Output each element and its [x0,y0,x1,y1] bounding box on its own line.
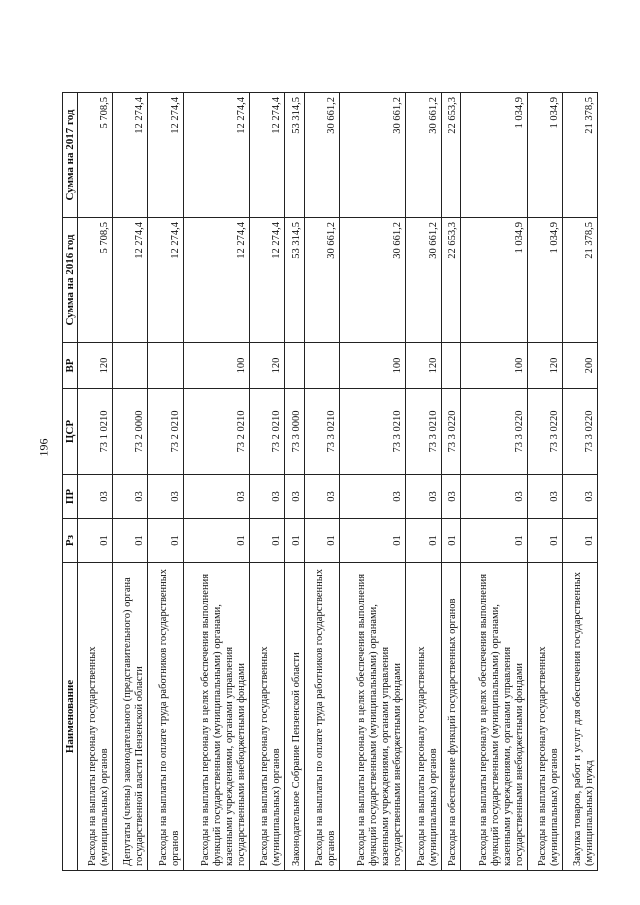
cell-rz: 01 [406,519,441,563]
table-body [78,93,598,871]
cell-csr: 73 2 0210 [148,389,183,475]
cell-csr: 73 2 0000 [113,389,148,475]
cell-name: Расходы на выплаты по оплате труда работников государственных органов [148,563,183,871]
cell-sum-2017: 5 708,5 [78,93,113,218]
cell-sum-2017: 30 661,2 [304,93,339,218]
cell-csr: 73 3 0000 [285,389,305,475]
cell-sum-2017: 21 378,5 [562,93,597,218]
cell-rz: 01 [250,519,285,563]
cell-csr: 73 3 0220 [441,389,461,475]
cell-csr: 73 3 0220 [562,389,597,475]
cell-vr: 120 [527,343,562,389]
cell-name: Расходы на выплаты персоналу в целях обеспечения выполнения функций государственными (муниципальными) органами, казенными учреждениями, органами управления государственными внебюджетными фондами [461,563,527,871]
cell-sum-2016: 1 034,9 [527,218,562,343]
cell-sum-2017: 12 274,4 [148,93,183,218]
cell-vr: 100 [339,343,405,389]
header-name: Наименование [63,563,78,871]
cell-rz: 01 [339,519,405,563]
table-row [285,93,305,871]
cell-pr: 03 [250,475,285,519]
cell-sum-2016: 5 708,5 [78,218,113,343]
cell-sum-2016: 12 274,4 [113,218,148,343]
cell-name: Расходы на выплаты персоналу в целях обеспечения выполнения функций государственными (муниципальными) органами, казенными учреждениями, органами управления государственными внебюджетными фондами [183,563,249,871]
budget-table [62,92,598,871]
cell-pr: 03 [304,475,339,519]
cell-sum-2017: 12 274,4 [250,93,285,218]
header-sum-2016: Сумма на 2016 год [63,218,78,343]
table-row [113,93,148,871]
cell-vr [441,343,461,389]
cell-name: Расходы на выплаты персоналу государственных (муниципальных) органов [250,563,285,871]
cell-csr: 73 2 0210 [183,389,249,475]
cell-vr: 100 [183,343,249,389]
cell-sum-2016: 30 661,2 [304,218,339,343]
cell-sum-2016: 12 274,4 [183,218,249,343]
cell-pr: 03 [562,475,597,519]
table-row [527,93,562,871]
cell-vr: 200 [562,343,597,389]
cell-name: Законодательное Собрание Пензенской области [285,563,305,871]
cell-name: Депутаты (члены) законодательного (представительного) органа государственной власти Пензенской области [113,563,148,871]
table-row [183,93,249,871]
cell-name: Расходы на выплаты персоналу государственных (муниципальных) органов [78,563,113,871]
cell-rz: 01 [285,519,305,563]
cell-vr [148,343,183,389]
cell-pr: 03 [339,475,405,519]
cell-sum-2016: 1 034,9 [461,218,527,343]
cell-rz: 01 [527,519,562,563]
cell-rz: 01 [304,519,339,563]
cell-sum-2017: 30 661,2 [406,93,441,218]
cell-vr: 120 [406,343,441,389]
cell-rz: 01 [441,519,461,563]
cell-rz: 01 [461,519,527,563]
header-vr: ВР [63,343,78,389]
cell-csr: 73 2 0210 [250,389,285,475]
cell-sum-2016: 12 274,4 [250,218,285,343]
cell-vr [113,343,148,389]
header-pr: ПР [63,475,78,519]
cell-vr: 120 [250,343,285,389]
cell-pr: 03 [183,475,249,519]
cell-pr: 03 [113,475,148,519]
cell-sum-2016: 53 314,5 [285,218,305,343]
cell-vr: 100 [461,343,527,389]
header-csr: ЦСР [63,389,78,475]
cell-sum-2017: 1 034,9 [461,93,527,218]
cell-sum-2016: 30 661,2 [406,218,441,343]
cell-sum-2016: 30 661,2 [339,218,405,343]
cell-sum-2016: 22 653,3 [441,218,461,343]
cell-name: Расходы на выплаты по оплате труда работников государственных органов [304,563,339,871]
table-row [441,93,461,871]
cell-csr: 73 1 0210 [78,389,113,475]
cell-csr: 73 3 0210 [339,389,405,475]
cell-pr: 03 [461,475,527,519]
cell-pr: 03 [441,475,461,519]
cell-sum-2017: 53 314,5 [285,93,305,218]
cell-sum-2017: 12 274,4 [113,93,148,218]
table-row [406,93,441,871]
cell-name: Расходы на обеспечение функций государственных органов [441,563,461,871]
table-row [461,93,527,871]
cell-rz: 01 [183,519,249,563]
cell-rz: 01 [78,519,113,563]
cell-csr: 73 3 0210 [304,389,339,475]
table-row [78,93,113,871]
table-row [304,93,339,871]
header-sum-2017: Сумма на 2017 год [63,93,78,218]
cell-pr: 03 [527,475,562,519]
cell-vr [285,343,305,389]
cell-name: Расходы на выплаты персоналу государственных (муниципальных) органов [406,563,441,871]
cell-pr: 03 [285,475,305,519]
table-row [250,93,285,871]
cell-pr: 03 [148,475,183,519]
cell-pr: 03 [78,475,113,519]
cell-rz: 01 [562,519,597,563]
table-row [562,93,597,871]
cell-sum-2017: 1 034,9 [527,93,562,218]
cell-vr [304,343,339,389]
cell-sum-2017: 30 661,2 [339,93,405,218]
cell-sum-2016: 12 274,4 [148,218,183,343]
cell-sum-2017: 22 653,3 [441,93,461,218]
cell-rz: 01 [148,519,183,563]
cell-vr: 120 [78,343,113,389]
cell-pr: 03 [406,475,441,519]
cell-csr: 73 3 0220 [527,389,562,475]
table-row [148,93,183,871]
cell-csr: 73 3 0210 [406,389,441,475]
cell-sum-2017: 12 274,4 [183,93,249,218]
header-rz: Рз [63,519,78,563]
cell-rz: 01 [113,519,148,563]
table-row [339,93,405,871]
page-number: 196 [36,438,51,457]
cell-name: Закупка товаров, работ и услуг для обеспечения государственных (муниципальных) нужд [562,563,597,871]
rotated-table-container [62,93,598,871]
table-header-row [63,93,78,871]
cell-sum-2016: 21 378,5 [562,218,597,343]
cell-name: Расходы на выплаты персоналу в целях обеспечения выполнения функций государственными (муниципальными) органами, казенными учреждениями, органами управления государственными внебюджетными фондами [339,563,405,871]
cell-name: Расходы на выплаты персоналу государственных (муниципальных) органов [527,563,562,871]
cell-csr: 73 3 0220 [461,389,527,475]
